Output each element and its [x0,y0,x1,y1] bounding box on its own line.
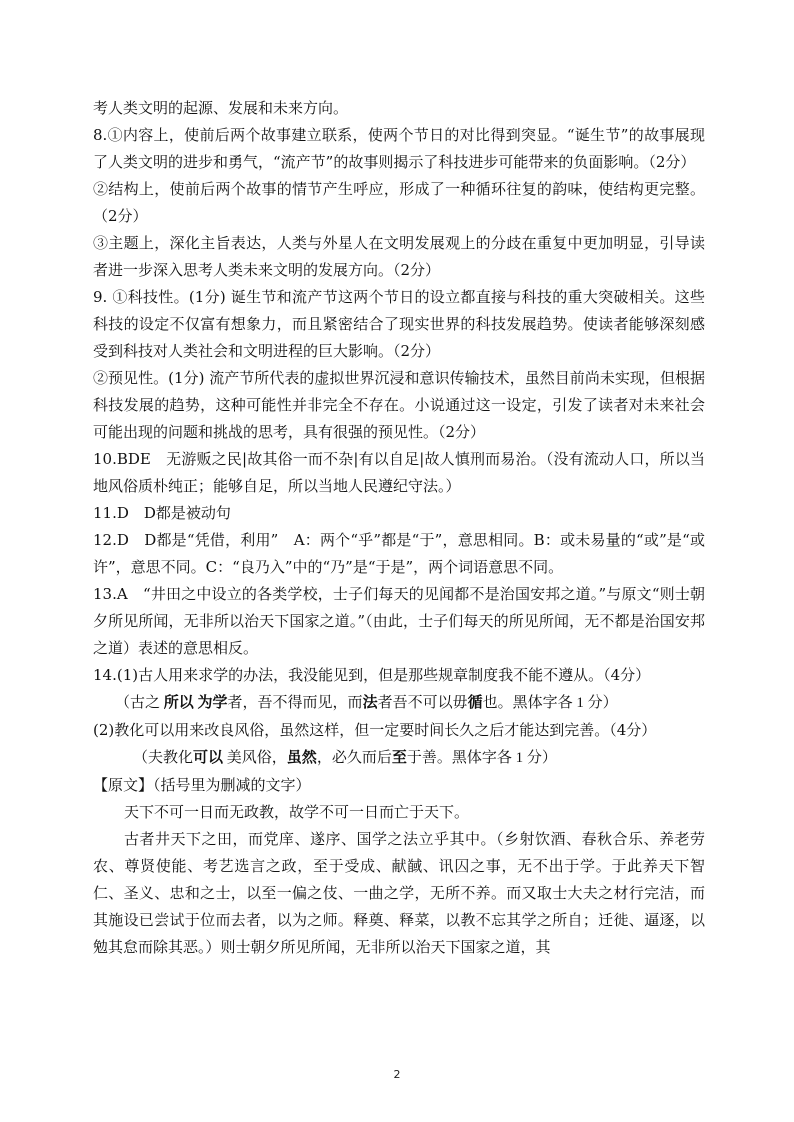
answer-14-2: (2)教化可以用来改良风俗，虽然这样，但一定要时间长久之后才能达到完善。（4分） [93,721,657,739]
key-text: 者，吾不得而见，而 [227,695,363,711]
answer-12: 12.D D都是“凭借，利用” A：两个“乎”都是“于”，意思相同。B：或未易量的“或”是“或许”，意思不同。C：“良乃入”中的“乃”是“于是”，两个词语意思不同。 [93,531,705,576]
key-bold-word: 至 [391,748,407,766]
answer-9-2: ②预见性。(1分) 流产节所代表的虚拟世界沉浸和意识传输技术，虽然目前尚未实现，但根据科技发展的趋势，这种可能性并非完全不存在。小说通过这一设定，引发了读者对未来社会可能出现的问题和挑战的思考，具有很强的预见性。（2分） [93,369,705,441]
key-bold-word: 虽然 [286,748,317,766]
key-bold-word: 所以 [163,693,194,711]
key-bold-word: 循 [467,693,483,711]
key-text: 也。黑体字各 1 分） [482,695,618,711]
answer-13: 13.A “井田之中设立的各类学校，士子们每天的见闻都不是治国安邦之道。”与原文“则士朝夕所见所闻，无非所以治天下国家之道。”（由此，士子们每天的所见所闻，无不都是治国安邦之道）表述的意思相反。 [93,585,705,657]
answer-14-1-key [93,689,705,717]
original-paragraph: 古者井天下之田，而党庠、遂序、国学之法立乎其中。（乡射饮酒、春秋合乐、养老劳农、尊贤使能、考艺选言之政，至于受成、献馘、讯囚之事，无不出于学。于此养天下智仁、圣义、忠和之士，以至一偏之伎、一曲之学，无所不养。而又取士大夫之材行完洁，而其施设已尝试于位而去者，以为之师。释奠、释菜，以教不忘其学之所自；迁徙、逼逐，以勉其怠而除其恶。）则士朝夕所见所闻，无非所以治天下国家之道，其 [93,830,705,956]
answer-key-content [93,95,705,961]
answer-11: 11.D D都是被动句 [93,504,231,522]
answer-14-1: 14.(1)古人用来求学的办法，我没能见到，但是那些规章制度我不能不遵从。（4分） [93,666,651,684]
key-text: （夫教化 [133,750,194,766]
answer-10: 10.BDE 无游贩之民|故其俗一而不杂|有以自足|故人慎刑而易治。（没有流动人口，所以当地风俗质朴纯正；能够自足，所以当地人民遵纪守法。） [93,450,705,495]
key-bold-word: 可以 [193,748,224,766]
key-text: 于善。黑体字各 1 分） [406,750,557,766]
answer-8-2: ②结构上，使前后两个故事的情节产生呼应，形成了一种循环往复的韵味，使结构更完整。（2分） [93,180,705,225]
key-bold-word: 为学 [197,693,228,711]
page-number: 2 [393,1068,401,1081]
line-intro: 考人类文明的起源、发展和未来方向。 [93,99,349,117]
original-paragraph: 天下不可一日而无政教，故学不可一日而亡于天下。 [124,803,470,821]
key-text: ，必久而后 [316,750,392,766]
key-text: （古之 [115,695,164,711]
answer-14-2-key [93,744,705,772]
answer-8-3: ③主题上，深化主旨表达，人类与外星人在文明发展观上的分歧在重复中更加明显，引导读者进一步深入思考人类未来文明的发展方向。（2分） [93,234,705,279]
answer-9-1: 9. ①科技性。(1分) 诞生节和流产节这两个节日的设立都直接与科技的重大突破相关。这些科技的设定不仅富有想象力，而且紧密结合了现实世界的科技发展趋势。使读者能够深刻感受到科技对人类社会和文明进程的巨大影响。（2分） [93,288,705,360]
original-heading: 【原文】（括号里为删减的文字） [93,776,311,794]
key-bold-word: 法 [362,693,378,711]
answer-8-1: 8.①内容上，使前后两个故事建立联系，使两个节日的对比得到突显。“诞生节”的故事展现了人类文明的进步和勇气，“流产节”的故事则揭示了科技进步可能带来的负面影响。（2分） [93,126,705,171]
key-text: 者吾不可以毋 [377,695,468,711]
key-text: 美风俗， [223,750,287,766]
